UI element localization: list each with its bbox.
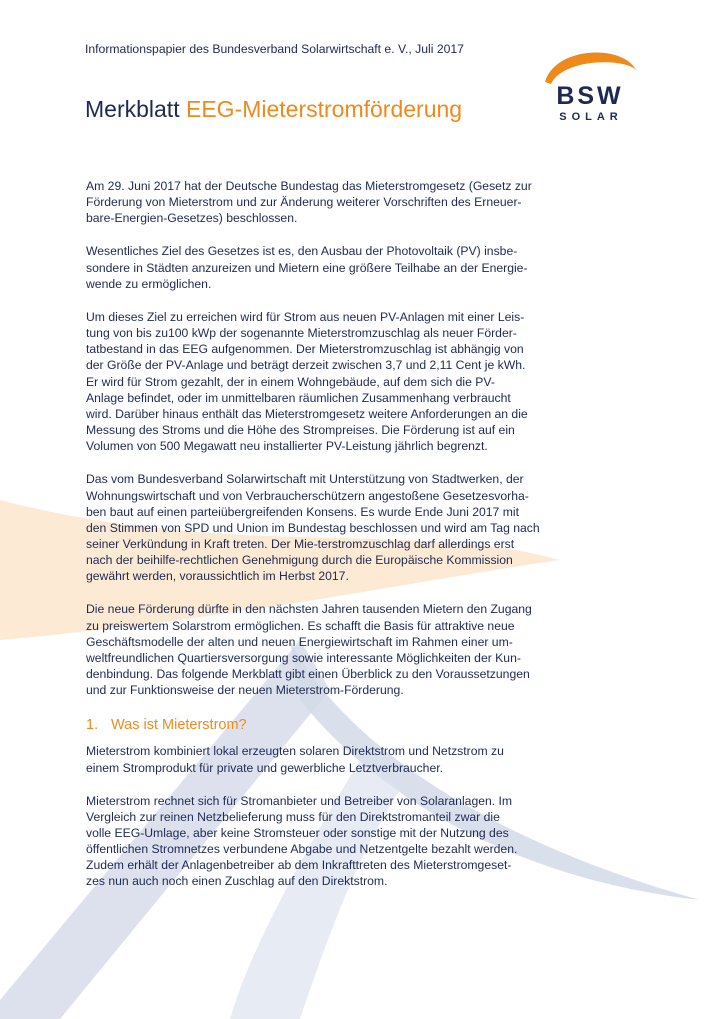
paragraph <box>86 243 561 291</box>
paragraph <box>86 309 561 454</box>
paragraph <box>86 793 561 890</box>
title-prefix: Merkblatt <box>85 96 180 122</box>
paragraph-line: gewährt werden, voraussichtlich im Herbst 2017. <box>86 569 349 584</box>
paragraph-line: Mieterstrom kombiniert lokal erzeugten solaren Direktstrom und Netzstrom zu <box>86 744 504 759</box>
logo-sun-arc-icon <box>545 52 636 84</box>
paragraph <box>86 178 561 226</box>
paragraph-line: Wohnungswirtschaft und von Verbraucherschützern angestoßene Gesetzesvorha- <box>86 488 529 503</box>
paragraph-line: einem Stromprodukt für private und gewerbliche Letztverbraucher. <box>86 760 444 775</box>
paragraph-line: und zur Funktionsweise der neuen Mieterstrom-Förderung. <box>86 683 404 698</box>
paragraph-line: seiner Verkündung in Kraft treten. Der Mie-terstromzuschlag darf allerdings erst <box>86 536 515 551</box>
paragraph-line: Die neue Förderung dürfte in den nächsten Jahren tausenden Mietern den Zugang <box>86 602 532 617</box>
paragraph-line: Das vom Bundesverband Solarwirtschaft mit Unterstützung von Stadtwerken, der <box>86 472 524 487</box>
document-body <box>86 178 561 907</box>
paragraph-line: Um dieses Ziel zu erreichen wird für Strom aus neuen PV-Anlagen mit einer Leis- <box>86 309 525 324</box>
paragraph-line: sondere in Städten anzureizen und Mietern eine größere Teilhabe an der Energie- <box>86 260 528 275</box>
paragraph-line: Förderung von Mieterstrom und zur Änderung weiterer Vorschriften des Erneuer- <box>86 195 522 210</box>
paragraph <box>86 471 561 584</box>
paragraph-line: tatbestand in das EEG aufgenommen. Der Mieterstromzuschlag ist abhängig von <box>86 342 524 357</box>
paragraph-line: den Stimmen von SPD und Union im Bundestag beschlossen und wird am Tag nach <box>86 520 540 535</box>
logo-text-bsw: BSW <box>556 82 624 110</box>
intro-paragraphs <box>86 178 561 698</box>
paragraph-line: wird. Darüber hinaus enthält das Mieterstromgesetz weitere Anforderungen an die <box>86 406 528 421</box>
paragraph-line: denbindung. Das folgende Merkblatt gibt einen Überblick zu den Voraussetzungen <box>86 667 530 682</box>
paragraph <box>86 743 561 775</box>
paragraph-line: Am 29. Juni 2017 hat der Deutsche Bundestag das Mieterstromgesetz (Gesetz zur <box>86 179 532 193</box>
paragraph <box>86 601 561 698</box>
page-title <box>85 96 462 123</box>
paragraph-line: weltfreundlichen Quartiersversorgung sowie interessante Möglichkeiten der Kun- <box>86 650 521 665</box>
section-heading-1 <box>86 715 561 735</box>
paragraph-line: der Größe der PV-Anlage und beträgt derzeit zwischen 3,7 und 2,11 Cent je kWh. <box>86 358 526 373</box>
bsw-solar-logo <box>543 40 638 126</box>
paragraph-line: Geschäftsmodelle der alten und neuen Energiewirtschaft im Rahmen einer um- <box>86 634 513 649</box>
paragraph-line: nach der beihilfe-rechtlichen Genehmigung durch die Europäische Kommission <box>86 553 513 568</box>
section-1-paragraphs <box>86 743 561 889</box>
paragraph-line: tung von bis zu100 kWp der sogenannte Mieterstromzuschlag als neuer Förder- <box>86 326 517 341</box>
section-title: Was ist Mieterstrom? <box>111 717 247 734</box>
paragraph-line: Volumen von 500 Megawatt neu installierter PV-Leistung jährlich begrenzt. <box>86 439 488 454</box>
paragraph-line: volle EEG-Umlage, aber keine Stromsteuer oder sonstige mit der Nutzung des <box>86 826 509 840</box>
paragraph-line: wende zu ermöglichen. <box>86 276 212 291</box>
paragraph-line: Wesentliches Ziel des Gesetzes ist es, den Ausbau der Photovoltaik (PV) insbe- <box>86 244 518 259</box>
paragraph-line: ben baut auf einen parteiübergreifenden Konsens. Es wurde Ende Juni 2017 mit <box>86 504 519 519</box>
paragraph-line: öffentlichen Stromnetzes verbundene Abgabe und Netzentgelte bezahlt werden. <box>86 842 518 857</box>
document-header-line: Informationspapier des Bundesverband Solarwirtschaft e. V., Juli 2017 <box>85 42 464 56</box>
paragraph-line: Zudem erhält der Anlagenbetreiber ab dem Inkrafttreten des Mieterstromgeset- <box>86 858 512 873</box>
title-accent: EEG-Mieterstromförderung <box>185 96 463 122</box>
logo-text-solar: SOLAR <box>559 111 623 123</box>
paragraph-line: Vergleich zur reinen Netzbelieferung muss für den Direktstromanteil zwar die <box>86 809 500 824</box>
paragraph-line: Mieterstrom rechnet sich für Stromanbieter und Betreiber von Solaranlagen. Im <box>86 793 513 808</box>
paragraph-line: Anlage befindet, oder im unmittelbaren räumlichen Zusammenhang verbraucht <box>86 390 511 405</box>
paragraph-line: zu preiswertem Solarstrom ermöglichen. Es schafft die Basis für attraktive neue <box>86 618 515 633</box>
paragraph-line: zes nun auch noch einen Zuschlag auf den Direktstrom. <box>86 874 388 889</box>
paragraph-line: Messung des Stroms und die Höhe des Strompreises. Die Förderung ist auf ein <box>86 423 515 438</box>
paragraph-line: Er wird für Strom gezahlt, der in einem Wohngebäude, auf dem sich die PV- <box>86 374 495 389</box>
section-number: 1. <box>86 717 99 734</box>
paragraph-line: bare-Energien-Gesetzes) beschlossen. <box>86 211 298 226</box>
